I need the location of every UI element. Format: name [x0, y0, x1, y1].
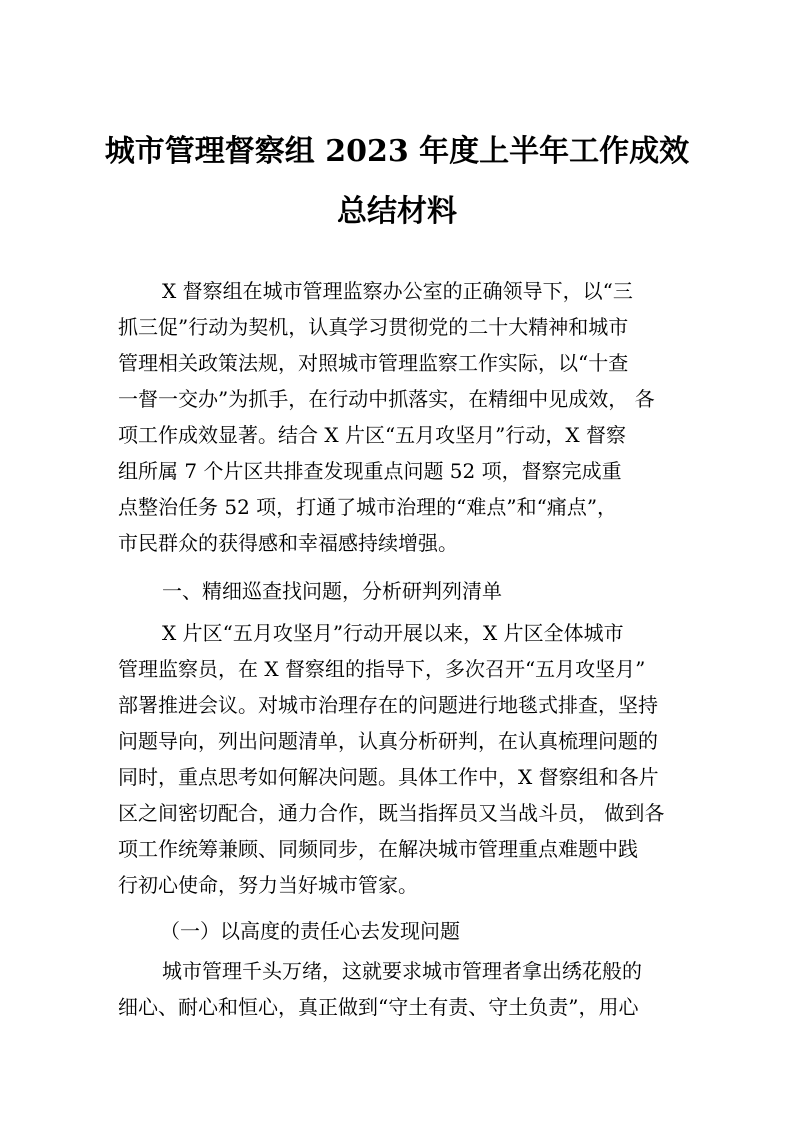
body-line: 抓三促”行动为契机，认真学习贯彻党的二十大精神和城市 — [118, 315, 629, 339]
body-line: 城市管理千头万绪，这就要求城市管理者拿出绣花般的 — [162, 959, 642, 983]
document-title-line-1: 城市管理督察组 2023 年度上半年工作成效 — [104, 134, 690, 169]
body-line: 管理监察员，在 X 督察组的指导下，多次召开“五月攻坚月” — [118, 657, 646, 681]
body-line: 一督一交办”为抓手，在行动中抓落实，在精细中见成效， 各 — [118, 387, 655, 411]
body-line: 同时，重点思考如何解决问题。具体工作中，X 督察组和各片 — [118, 765, 659, 789]
section-heading: 一、精细巡查找问题，分析研判列清单 — [162, 579, 502, 603]
body-line: 行初心使命，努力当好城市管家。 — [118, 873, 418, 897]
body-line: X 督察组在城市管理监察办公室的正确领导下，以“三 — [162, 279, 633, 303]
body-line: 管理相关政策法规，对照城市管理监察工作实际，以“十查 — [118, 351, 629, 375]
body-line: 点整治任务 52 项，打通了城市治理的“难点”和“痛点”， — [118, 495, 618, 519]
body-line: 项工作成效显著。结合 X 片区“五月攻坚月”行动，X 督察 — [118, 423, 626, 447]
body-line: 部署推进会议。对城市治理存在的问题进行地毯式排查，坚持 — [118, 693, 658, 717]
body-line: 项工作统筹兼顾、同频同步，在解决城市管理重点难题中践 — [118, 837, 638, 861]
body-line: 市民群众的获得感和幸福感持续增强。 — [118, 531, 458, 555]
body-line: 细心、耐心和恒心，真正做到“守土有责、守土负责”，用心 — [118, 995, 639, 1019]
subsection-heading: （一）以高度的责任心去发现问题 — [160, 919, 460, 943]
body-line: 问题导向，列出问题清单，认真分析研判，在认真梳理问题的 — [118, 729, 658, 753]
body-line: 区之间密切配合，通力合作，既当指挥员又当战斗员， 做到各 — [118, 801, 665, 825]
document-title-line-2: 总结材料 — [337, 194, 457, 229]
body-line: X 片区“五月攻坚月”行动开展以来，X 片区全体城市 — [162, 621, 624, 645]
body-line: 组所属 7 个片区共排查发现重点问题 52 项，督察完成重 — [118, 459, 622, 483]
